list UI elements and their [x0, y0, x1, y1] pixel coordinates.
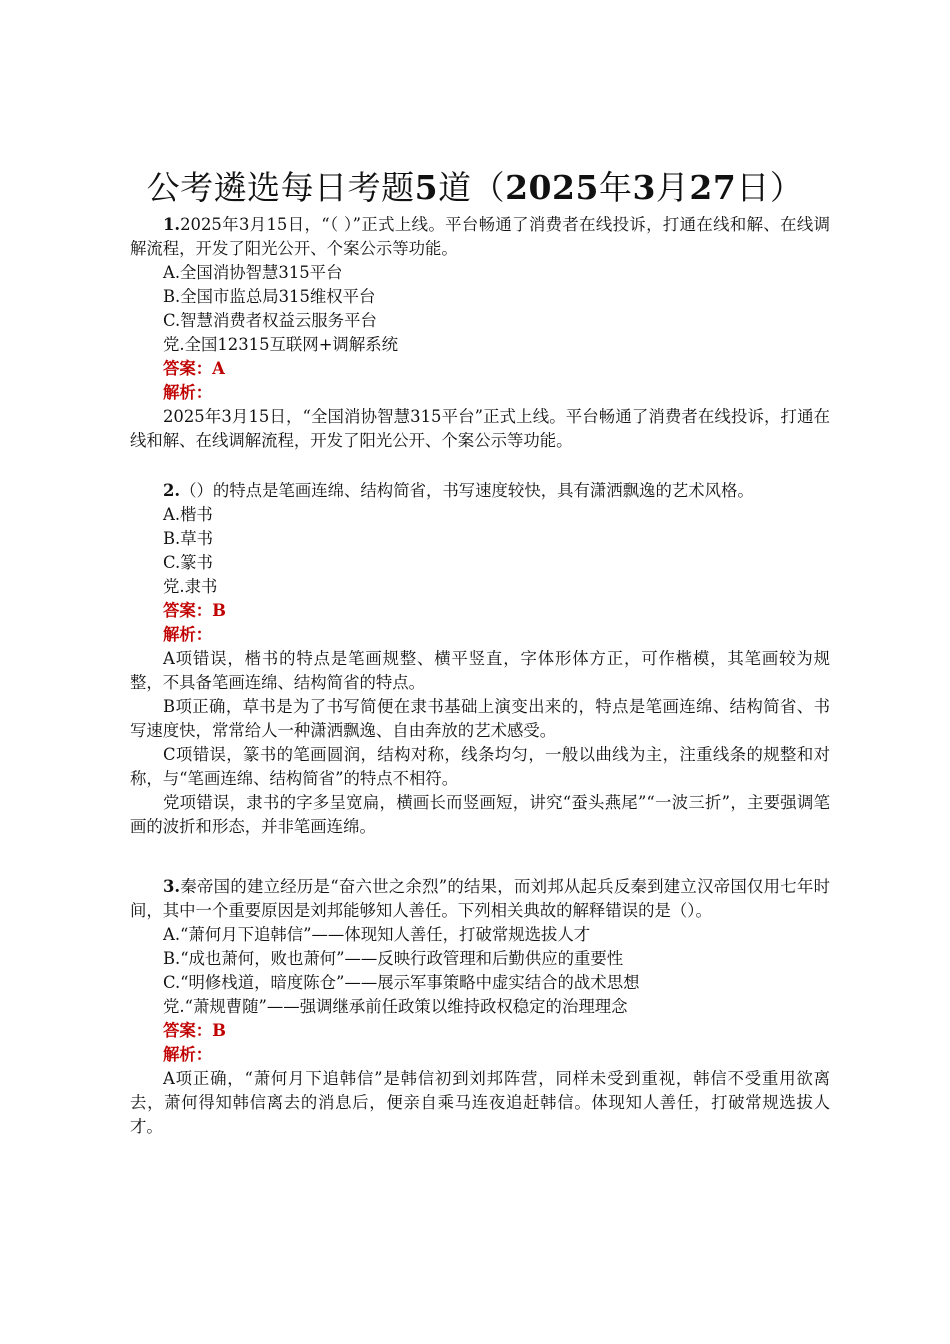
- option-a: A.全国消协智慧315平台: [163, 263, 343, 282]
- title-nian: 年: [598, 168, 633, 207]
- question-stem: [130, 875, 830, 923]
- question-stem: [130, 213, 830, 261]
- title-prefix: 公考遴选每日考题: [146, 168, 415, 207]
- question-3: [130, 875, 830, 1139]
- questions-body: [130, 213, 830, 1139]
- analysis-label: 解析：: [163, 383, 213, 402]
- question-text: 秦帝国的建立经历是“奋六世之余烈”的结果，而刘邦从起兵反秦到建立汉帝国仅用七年时间，其中一个重要原因是刘邦能够知人善任。下列相关典故的解释错误的是（）。: [130, 877, 830, 920]
- option-a: A.“萧何月下追韩信”——体现知人善任，打破常规选拔人才: [163, 925, 591, 944]
- title-count: 5: [414, 168, 439, 207]
- question-2: [130, 479, 830, 839]
- option-c: C.“明修栈道，暗度陈仓”——展示军事策略中虚实结合的战术思想: [163, 973, 640, 992]
- title-yue: 月: [655, 168, 690, 207]
- option-c: C.篆书: [163, 553, 213, 572]
- option-d: 党.隶书: [163, 577, 218, 596]
- option-b: B.草书: [163, 529, 214, 548]
- option-d: 党.“萧规曹随”——强调继承前任政策以维持政权稳定的治理理念: [163, 997, 628, 1016]
- question-number: 1.: [163, 215, 181, 234]
- option-a: A.楷书: [163, 505, 213, 524]
- option-d: 党.全国12315互联网+调解系统: [163, 335, 398, 354]
- analysis-paragraph: C项错误，篆书的笔画圆润，结构对称，线条均匀，一般以曲线为主，注重线条的规整和对称，与“笔画连绵、结构简省”的特点不相符。: [130, 745, 830, 788]
- title-month: 3: [632, 168, 656, 207]
- analysis-paragraph: A项错误，楷书的特点是笔画规整、横平竖直，字体形体方正，可作楷模，其笔画较为规整，不具备笔画连绵、结构简省的特点。: [130, 649, 830, 692]
- question-1: [130, 213, 830, 453]
- analysis-paragraph: 党项错误，隶书的字多呈宽扁，横画长而竖画短，讲究“蚕头燕尾”“一波三折”，主要强调笔画的波折和形态，并非笔画连绵。: [130, 793, 830, 836]
- analysis-paragraph: 2025年3月15日，“全国消协智慧315平台”正式上线。平台畅通了消费者在线投诉，打通在线和解、在线调解流程，开发了阳光公开、个案公示等功能。: [130, 407, 830, 450]
- question-text: 2025年3月15日，“（ ）”正式上线。平台畅通了消费者在线投诉，打通在线和解、在线调解流程，开发了阳光公开、个案公示等功能。: [130, 215, 830, 258]
- option-c: C.智慧消费者权益云服务平台: [163, 311, 377, 330]
- analysis-paragraph: A项正确，“萧何月下追韩信”是韩信初到刘邦阵营，同样未受到重视，韩信不受重用欲离去，萧何得知韩信离去的消息后，便亲自乘马连夜追赶韩信。体现知人善任，打破常规选拔人才。: [130, 1069, 830, 1136]
- question-number: 2.: [163, 481, 181, 500]
- analysis-label: 解析：: [163, 625, 213, 644]
- option-b: B.全国市监总局315维权平台: [163, 287, 376, 306]
- question-stem: [130, 479, 830, 503]
- title-mid: 道（: [438, 168, 506, 207]
- answer-label: 答案：A: [163, 359, 225, 378]
- title-ri: 日）: [736, 168, 804, 207]
- spacer: [130, 453, 830, 477]
- question-text: （）的特点是笔画连绵、结构简省，书写速度较快，具有潇洒飘逸的艺术风格。: [180, 481, 754, 500]
- page-title: [0, 166, 950, 210]
- answer-label: 答案：B: [163, 1021, 227, 1040]
- answer-label: 答案：B: [163, 601, 227, 620]
- title-year: 2025: [505, 168, 599, 207]
- analysis-label: 解析：: [163, 1045, 213, 1064]
- question-number: 3.: [163, 877, 181, 896]
- analysis-paragraph: B项正确，草书是为了书写简便在隶书基础上演变出来的，特点是笔画连绵、结构简省、书写速度快，常常给人一种潇洒飘逸、自由奔放的艺术感受。: [130, 697, 830, 740]
- option-b: B.“成也萧何，败也萧何”——反映行政管理和后勤供应的重要性: [163, 949, 624, 968]
- title-day: 27: [689, 168, 737, 207]
- spacer: [130, 839, 830, 875]
